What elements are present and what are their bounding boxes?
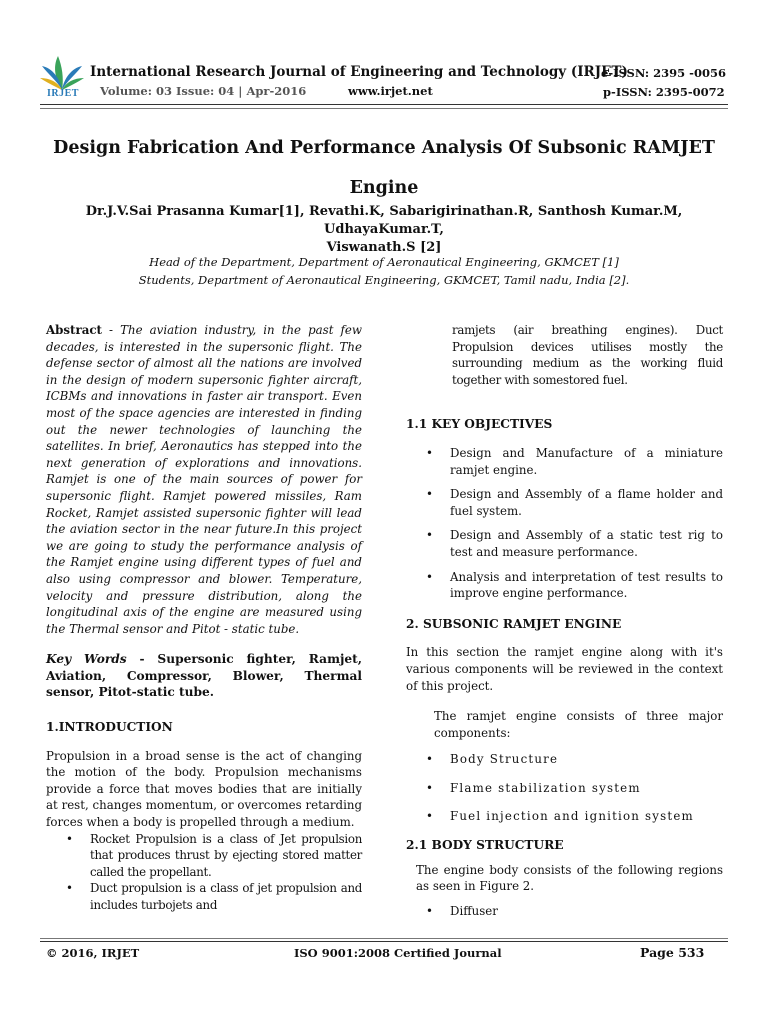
objectives-list — [406, 445, 723, 602]
components-intro: The ramjet engine consists of three major components: — [434, 709, 723, 740]
section-heading-key-objectives: 1.1 KEY OBJECTIVES — [406, 417, 553, 432]
list-item-text: Duct propulsion is a class of jet propulsion and includes turbojets and — [90, 881, 362, 912]
abstract-label: Abstract — [46, 323, 102, 337]
abstract-text: The aviation industry, in the past few decades, is interested in the supersonic flight. The defense sector of almost all the nations are involved in the design of modern supersonic fighter aircraft, ICBMs and innovations in faster air transport. Even most of the space agencies are interested in finding out the newer technologies of launching the satellites. In brief, Aeronautics has stepped into the next generation of explorations and innovations. Ramjet is one of the main sources of power for supersonic flight. Ramjet powered missiles, Ram Rocket, Ramjet assisted supersonic fighter will lead the aviation sector in the near future.In this project we are going to study the performance analysis of the Ramjet engine using different types of fuel and also using compressor and blower. Temperature, velocity and pressure distribution, along the longitudinal axis of the engine are measured using the Thermal sensor and Pitot - static tube. — [46, 323, 362, 636]
bullet-dot: • — [426, 445, 433, 460]
keywords-separator: - — [126, 652, 158, 667]
affiliation-line-1: Head of the Department, Department of Aeronautical Engineering, GKMCET [1] — [149, 255, 619, 269]
keywords — [46, 651, 362, 701]
section-heading-body-structure: 2.1 BODY STRUCTURE — [406, 838, 564, 853]
footer-page-number: Page 533 — [640, 945, 705, 960]
bullet-dot: • — [426, 752, 435, 767]
components-list — [406, 751, 723, 825]
bullet-dot: • — [426, 487, 433, 502]
abstract — [46, 322, 362, 637]
bullet-dot: • — [426, 528, 433, 543]
propulsion-list — [46, 831, 362, 914]
journal-website: www.irjet.net — [348, 84, 433, 98]
section-heading-introduction: 1.INTRODUCTION — [46, 720, 173, 735]
p-issn: p-ISSN: 2395-0072 — [603, 85, 725, 99]
journal-name: International Research Journal of Engineering and Technology (IRJET) — [90, 64, 628, 80]
list-item — [406, 445, 723, 478]
list-item-text: Design and Assembly of a static test rig to test and measure performance. — [450, 528, 723, 559]
list-item — [406, 751, 723, 768]
keywords-text: Supersonic fighter, Ramjet, Aviation, Compressor, Blower, Thermal sensor, Pitot-static tube. — [46, 652, 363, 700]
list-item — [406, 486, 723, 519]
author-list — [40, 203, 728, 257]
e-issn: e-ISSN: 2395 -0056 — [601, 66, 726, 80]
regions-list — [406, 903, 723, 920]
volume-issue: Volume: 03 Issue: 04 | Apr-2016 — [100, 84, 307, 98]
paper-title — [50, 128, 718, 208]
section-heading-subsonic-ramjet: 2. SUBSONIC RAMJET ENGINE — [406, 616, 622, 631]
affiliations — [40, 253, 728, 289]
continued-text: ramjets (air breathing engines). Duct Propulsion devices utilises mostly the surrounding medium as the working fluid together with somestored fuel. — [452, 323, 723, 387]
list-item — [406, 527, 723, 560]
header-rule-thin — [40, 108, 728, 109]
authors-line-1: Dr.J.V.Sai Prasanna Kumar[1], Revathi.K, Sabarigirinathan.R, Santhosh Kumar.M, UdhayaKumar.T, — [85, 204, 683, 237]
authors-line-2: Viswanath.S [2] — [326, 240, 442, 255]
bullet-dot: • — [66, 881, 73, 896]
bullet-dot: • — [426, 780, 435, 795]
list-item-text: Design and Manufacture of a miniature ramjet engine. — [450, 445, 723, 477]
header-rule — [40, 104, 728, 105]
list-item-text: Rocket Propulsion is a class of Jet propulsion that produces thrust by ejecting stored matter called the propellant. — [90, 831, 362, 879]
keywords-label: Key Words — [46, 652, 127, 667]
introduction-text: Propulsion in a broad sense is the act of changing the motion of the body. Propulsion mechanisms provide a force that moves bodies that are initially at rest, changes momentum, or overcomes retarding forces when a body is propelled through a medium. — [46, 748, 362, 830]
page-header — [0, 0, 768, 112]
bullet-dot: • — [426, 903, 433, 918]
footer-rule-thin — [40, 938, 728, 939]
bullet-dot: • — [426, 809, 435, 824]
list-item-text: Fuel injection and ignition system — [450, 809, 694, 824]
footer-copyright: © 2016, IRJET — [46, 946, 140, 960]
list-item — [46, 880, 362, 913]
title-line-1: Design Fabrication And Performance Analysis Of Subsonic RAMJET — [53, 138, 715, 158]
right-column — [406, 322, 723, 919]
list-item-text: Flame stabilization system — [450, 780, 641, 795]
list-item — [406, 903, 723, 920]
list-item-text: Diffuser — [450, 903, 498, 918]
footer-rule — [40, 941, 728, 942]
list-item — [406, 569, 723, 602]
left-column — [46, 322, 362, 914]
list-item — [406, 808, 723, 825]
title-line-2: Engine — [349, 178, 419, 198]
subsonic-text: In this section the ramjet engine along with it's various components will be reviewed in the context of this project. — [406, 645, 723, 693]
list-item-text: Design and Assembly of a flame holder and fuel system. — [450, 487, 723, 518]
list-item — [46, 831, 362, 881]
list-item-text: Analysis and interpretation of test results to improve engine performance. — [450, 569, 723, 601]
bullet-dot: • — [426, 569, 433, 584]
affiliation-line-2: Students, Department of Aeronautical Engineering, GKMCET, Tamil nadu, India [2]. — [138, 273, 630, 287]
abstract-separator: - — [101, 323, 121, 337]
list-item — [406, 780, 723, 797]
body-structure-text: The engine body consists of the following regions as seen in Figure 2. — [416, 862, 723, 894]
list-item-text: Body Structure — [450, 752, 559, 767]
bullet-dot: • — [66, 831, 73, 846]
logo-text: IRJET — [47, 88, 79, 99]
footer-iso: ISO 9001:2008 Certified Journal — [294, 946, 502, 960]
